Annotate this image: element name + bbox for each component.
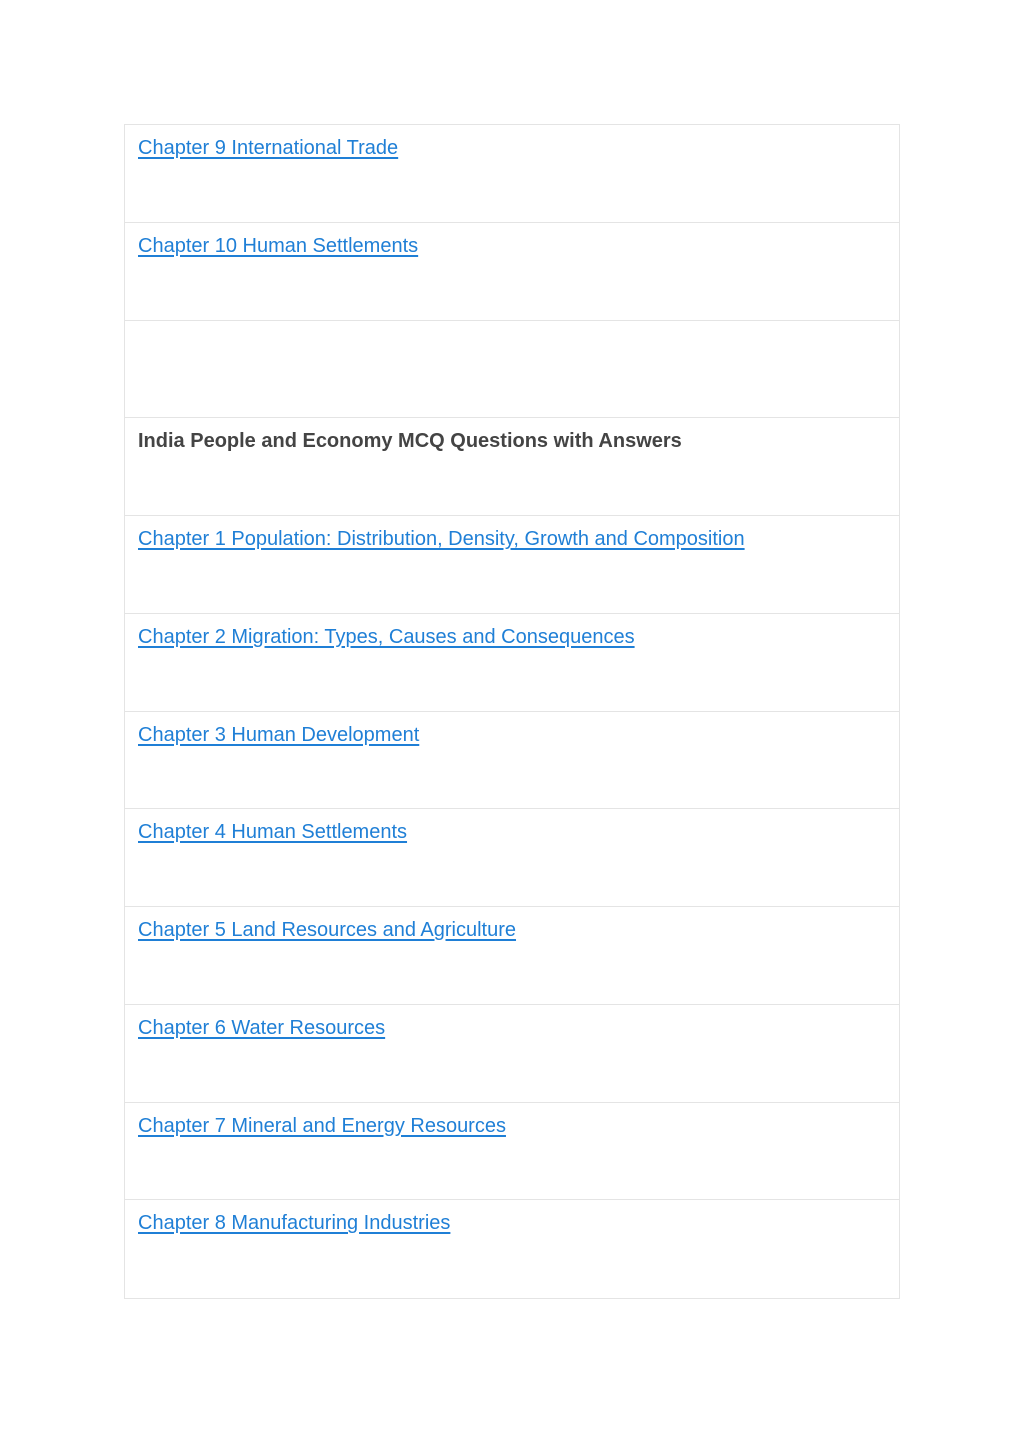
chapter-link-3-human-development[interactable]: Chapter 3 Human Development: [138, 723, 420, 746]
chapter-table: [124, 124, 900, 1299]
chapter-link-8-manufacturing[interactable]: Chapter 8 Manufacturing Industries: [138, 1212, 451, 1235]
chapter-link-7-mineral-energy[interactable]: Chapter 7 Mineral and Energy Resources: [138, 1114, 506, 1137]
chapter-link-9-international-trade[interactable]: Chapter 9 International Trade: [138, 137, 399, 159]
table-row: [125, 516, 899, 614]
table-row: [125, 418, 899, 516]
table-row: [125, 1103, 899, 1201]
chapter-link-4-human-settlements[interactable]: Chapter 4 Human Settlements: [138, 821, 408, 844]
section-heading: India People and Economy MCQ Questions with Answers: [138, 430, 682, 453]
table-row: [125, 614, 899, 712]
table-row: [125, 809, 899, 907]
chapter-link-6-water-resources[interactable]: Chapter 6 Water Resources: [138, 1016, 386, 1039]
table-row: [125, 712, 899, 810]
table-row: [125, 1200, 899, 1298]
table-row: [125, 223, 899, 321]
chapter-link-2-migration[interactable]: Chapter 2 Migration: Types, Causes and Consequences: [138, 625, 635, 648]
chapter-link-10-human-settlements[interactable]: Chapter 10 Human Settlements: [138, 234, 419, 257]
table-row: [125, 125, 899, 223]
table-row: [125, 907, 899, 1005]
chapter-link-1-population[interactable]: Chapter 1 Population: Distribution, Density, Growth and Composition: [138, 528, 745, 550]
table-row: [125, 1005, 899, 1103]
empty-table-row: [125, 321, 899, 419]
chapter-link-5-land-resources[interactable]: Chapter 5 Land Resources and Agriculture: [138, 919, 517, 941]
